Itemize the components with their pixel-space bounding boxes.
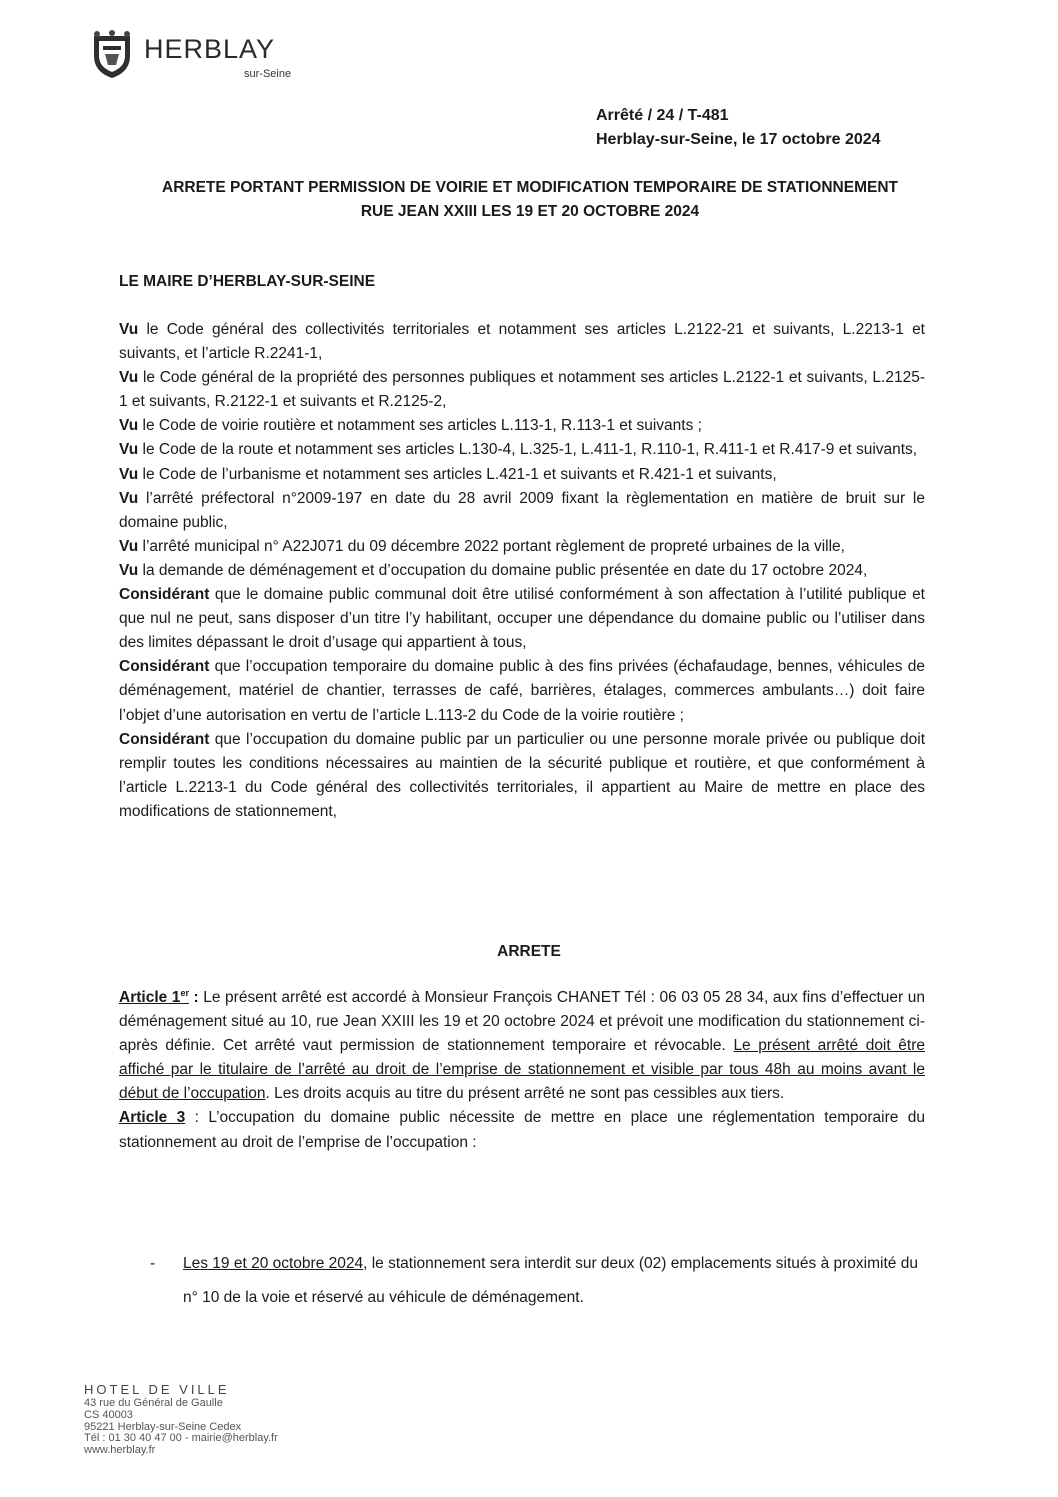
visa-text: le Code général des collectivités territoriales et notamment ses articles L.2122-21 et suivants, L.2213-1 et suivants, et l’article R.2241-1, bbox=[119, 321, 925, 363]
visa-lead: Vu bbox=[119, 441, 139, 459]
article-1-text-end: . Les droits acquis au titre du présent arrêté ne sont pas cessibles aux tiers. bbox=[265, 1085, 785, 1103]
footer-address bbox=[84, 1382, 278, 1457]
visa-text: le Code de voirie routière et notamment ses articles L.113-1, R.113-1 et suivants ; bbox=[138, 417, 702, 435]
footer-cs: CS 40003 bbox=[84, 1408, 133, 1421]
considerant-paragraph bbox=[119, 728, 925, 824]
visa-text: l’arrêté préfectoral n°2009-197 en date du 28 avril 2009 fixant la règlementation en matière de bruit sur le domaine public, bbox=[119, 489, 925, 531]
visa-lead: Vu bbox=[119, 417, 139, 435]
visa-paragraph bbox=[119, 559, 925, 583]
article-3-text: : L’occupation du domaine public nécessite de mettre en place une réglementation temporaire du stationnement au droit de l’emprise de l’occupation : bbox=[119, 1109, 925, 1151]
visa-paragraph bbox=[119, 318, 925, 366]
document-title bbox=[100, 176, 960, 224]
footer-title: HOTEL DE VILLE bbox=[84, 1382, 230, 1397]
visa-lead: Vu bbox=[119, 561, 139, 579]
visa-paragraph bbox=[119, 463, 925, 487]
footer-website: www.herblay.fr bbox=[84, 1444, 156, 1457]
article-1-label bbox=[119, 989, 189, 1006]
footer-city: 95221 Herblay-sur-Seine Cedex bbox=[84, 1420, 242, 1433]
bullet-marker: - bbox=[150, 1255, 156, 1272]
decree-reference: Arrêté / 24 / T-481 bbox=[596, 107, 729, 124]
article-1-label-text: Article 1 bbox=[119, 989, 181, 1006]
authority-heading: LE MAIRE D’HERBLAY-SUR-SEINE bbox=[119, 273, 376, 290]
title-line-2: RUE JEAN XXIII LES 19 ET 20 OCTOBRE 2024 bbox=[360, 203, 700, 220]
place-date: Herblay-sur-Seine, le 17 octobre 2024 bbox=[596, 131, 881, 148]
visa-lead: Vu bbox=[119, 537, 139, 555]
reference-block bbox=[596, 104, 881, 152]
considerant-paragraph bbox=[119, 655, 925, 727]
visa-paragraph bbox=[119, 535, 925, 559]
article-1 bbox=[119, 986, 925, 1106]
visa-lead: Vu bbox=[119, 369, 139, 387]
visa-text: l’arrêté municipal n° A22J071 du 09 décembre 2022 portant règlement de propreté urbaines de la ville, bbox=[138, 537, 845, 555]
visa-text: le Code général de la propriété des personnes publiques et notamment ses articles L.2122-1 et suivants, L.2125-1 et suivants, R.2122-1 et suivants et R.2125-2, bbox=[119, 369, 925, 411]
crest-icon bbox=[88, 30, 136, 80]
visa-lead: Vu bbox=[119, 465, 139, 483]
articles-section bbox=[119, 986, 925, 1155]
footer-contact: Tél : 01 30 40 47 00 - mairie@herblay.fr bbox=[84, 1432, 278, 1445]
article-1-posting-notice: Le présent arrêté doit être affiché par le titulaire de l’arrêté au droit de l’emprise de stationnement et visible par tous 48h au moins avant le début de l’occupation bbox=[119, 1037, 926, 1103]
considerant-paragraph bbox=[119, 583, 925, 655]
bullet-text bbox=[183, 1247, 926, 1315]
arrete-heading: ARRETE bbox=[497, 943, 561, 960]
visa-text: le Code de l’urbanisme et notamment ses articles L.421-1 et suivants et R.421-1 et suivants, bbox=[138, 465, 777, 483]
logo-name: HERBLAY bbox=[144, 34, 276, 64]
footer-street: 43 rue du Général de Gaulle bbox=[84, 1397, 223, 1409]
bullet-dates: Les 19 et 20 octobre 2024 bbox=[183, 1255, 364, 1272]
visa-text: le Code de la route et notamment ses articles L.130-4, L.325-1, L.411-1, R.110-1, R.411-1 et R.417-9 et suivants, bbox=[138, 441, 918, 459]
article-1-colon: : bbox=[188, 989, 199, 1006]
considerant-text: que le domaine public communal doit être utilisé conformément à son affectation à l’utilité publique et que nul ne peut, sans disposer d’un titre l’y habilitant, occuper une dépendance du domaine public ou l’utiliser dans des limites dépassant le droit d’usage qui appartient à tous, bbox=[119, 586, 925, 652]
visa-paragraph bbox=[119, 438, 925, 462]
visa-text: la demande de déménagement et d’occupation du domaine public présentée en date du 17 octobre 2024, bbox=[138, 561, 868, 579]
visa-paragraph bbox=[119, 414, 925, 438]
bullet-body: , le stationnement sera interdit sur deux (02) emplacements situés à proximité du n° 10 de la voie et réservé au véhicule de déménagement. bbox=[183, 1255, 918, 1306]
herblay-logo bbox=[88, 30, 318, 90]
logo-subtitle: sur-Seine bbox=[244, 68, 292, 80]
article-3 bbox=[119, 1106, 925, 1154]
parking-restriction-item bbox=[150, 1247, 926, 1315]
considerant-text: que l’occupation temporaire du domaine public à des fins privées (échafaudage, bennes, véhicules de déménagement, matériel de chantier, terrasses de café, barrières, étalages, commerces ambulants…) doit faire l’objet d’une autorisation en vertu de l’article L.113-2 du Code de la voirie routière ; bbox=[119, 658, 925, 724]
considerant-lead: Considérant bbox=[119, 658, 210, 676]
article-3-label: Article 3 bbox=[119, 1109, 186, 1127]
visa-paragraph bbox=[119, 366, 925, 414]
visas-section bbox=[119, 318, 925, 824]
article-1-sup: er bbox=[180, 987, 189, 998]
title-line-1: ARRETE PORTANT PERMISSION DE VOIRIE ET MODIFICATION TEMPORAIRE DE STATIONNEMENT bbox=[162, 179, 898, 196]
considerant-lead: Considérant bbox=[119, 730, 210, 748]
visa-paragraph bbox=[119, 487, 925, 535]
visa-lead: Vu bbox=[119, 321, 139, 338]
visa-lead: Vu bbox=[119, 489, 139, 507]
considerant-lead: Considérant bbox=[119, 586, 210, 604]
article-1-text: Le présent arrêté est accordé à Monsieur François CHANET Tél : 06 03 05 28 34, aux fins d’effectuer un déménagement situé au 10, rue Jean XXIII les 19 et 20 octobre 2024 et prévoit une modification du stationnement ci-après définie. Cet arrêté vaut permission de stationnement temporaire et révocable. bbox=[119, 989, 926, 1055]
considerant-text: que l’occupation du domaine public par un particulier ou une personne morale privée ou publique doit remplir toutes les conditions nécessaires au maintien de la sécurité publique et routière, et que conformément à l’article L.2213-1 du Code général des collectivités territoriales, il appartient au Maire de mettre en place des modifications de stationnement, bbox=[119, 730, 925, 820]
